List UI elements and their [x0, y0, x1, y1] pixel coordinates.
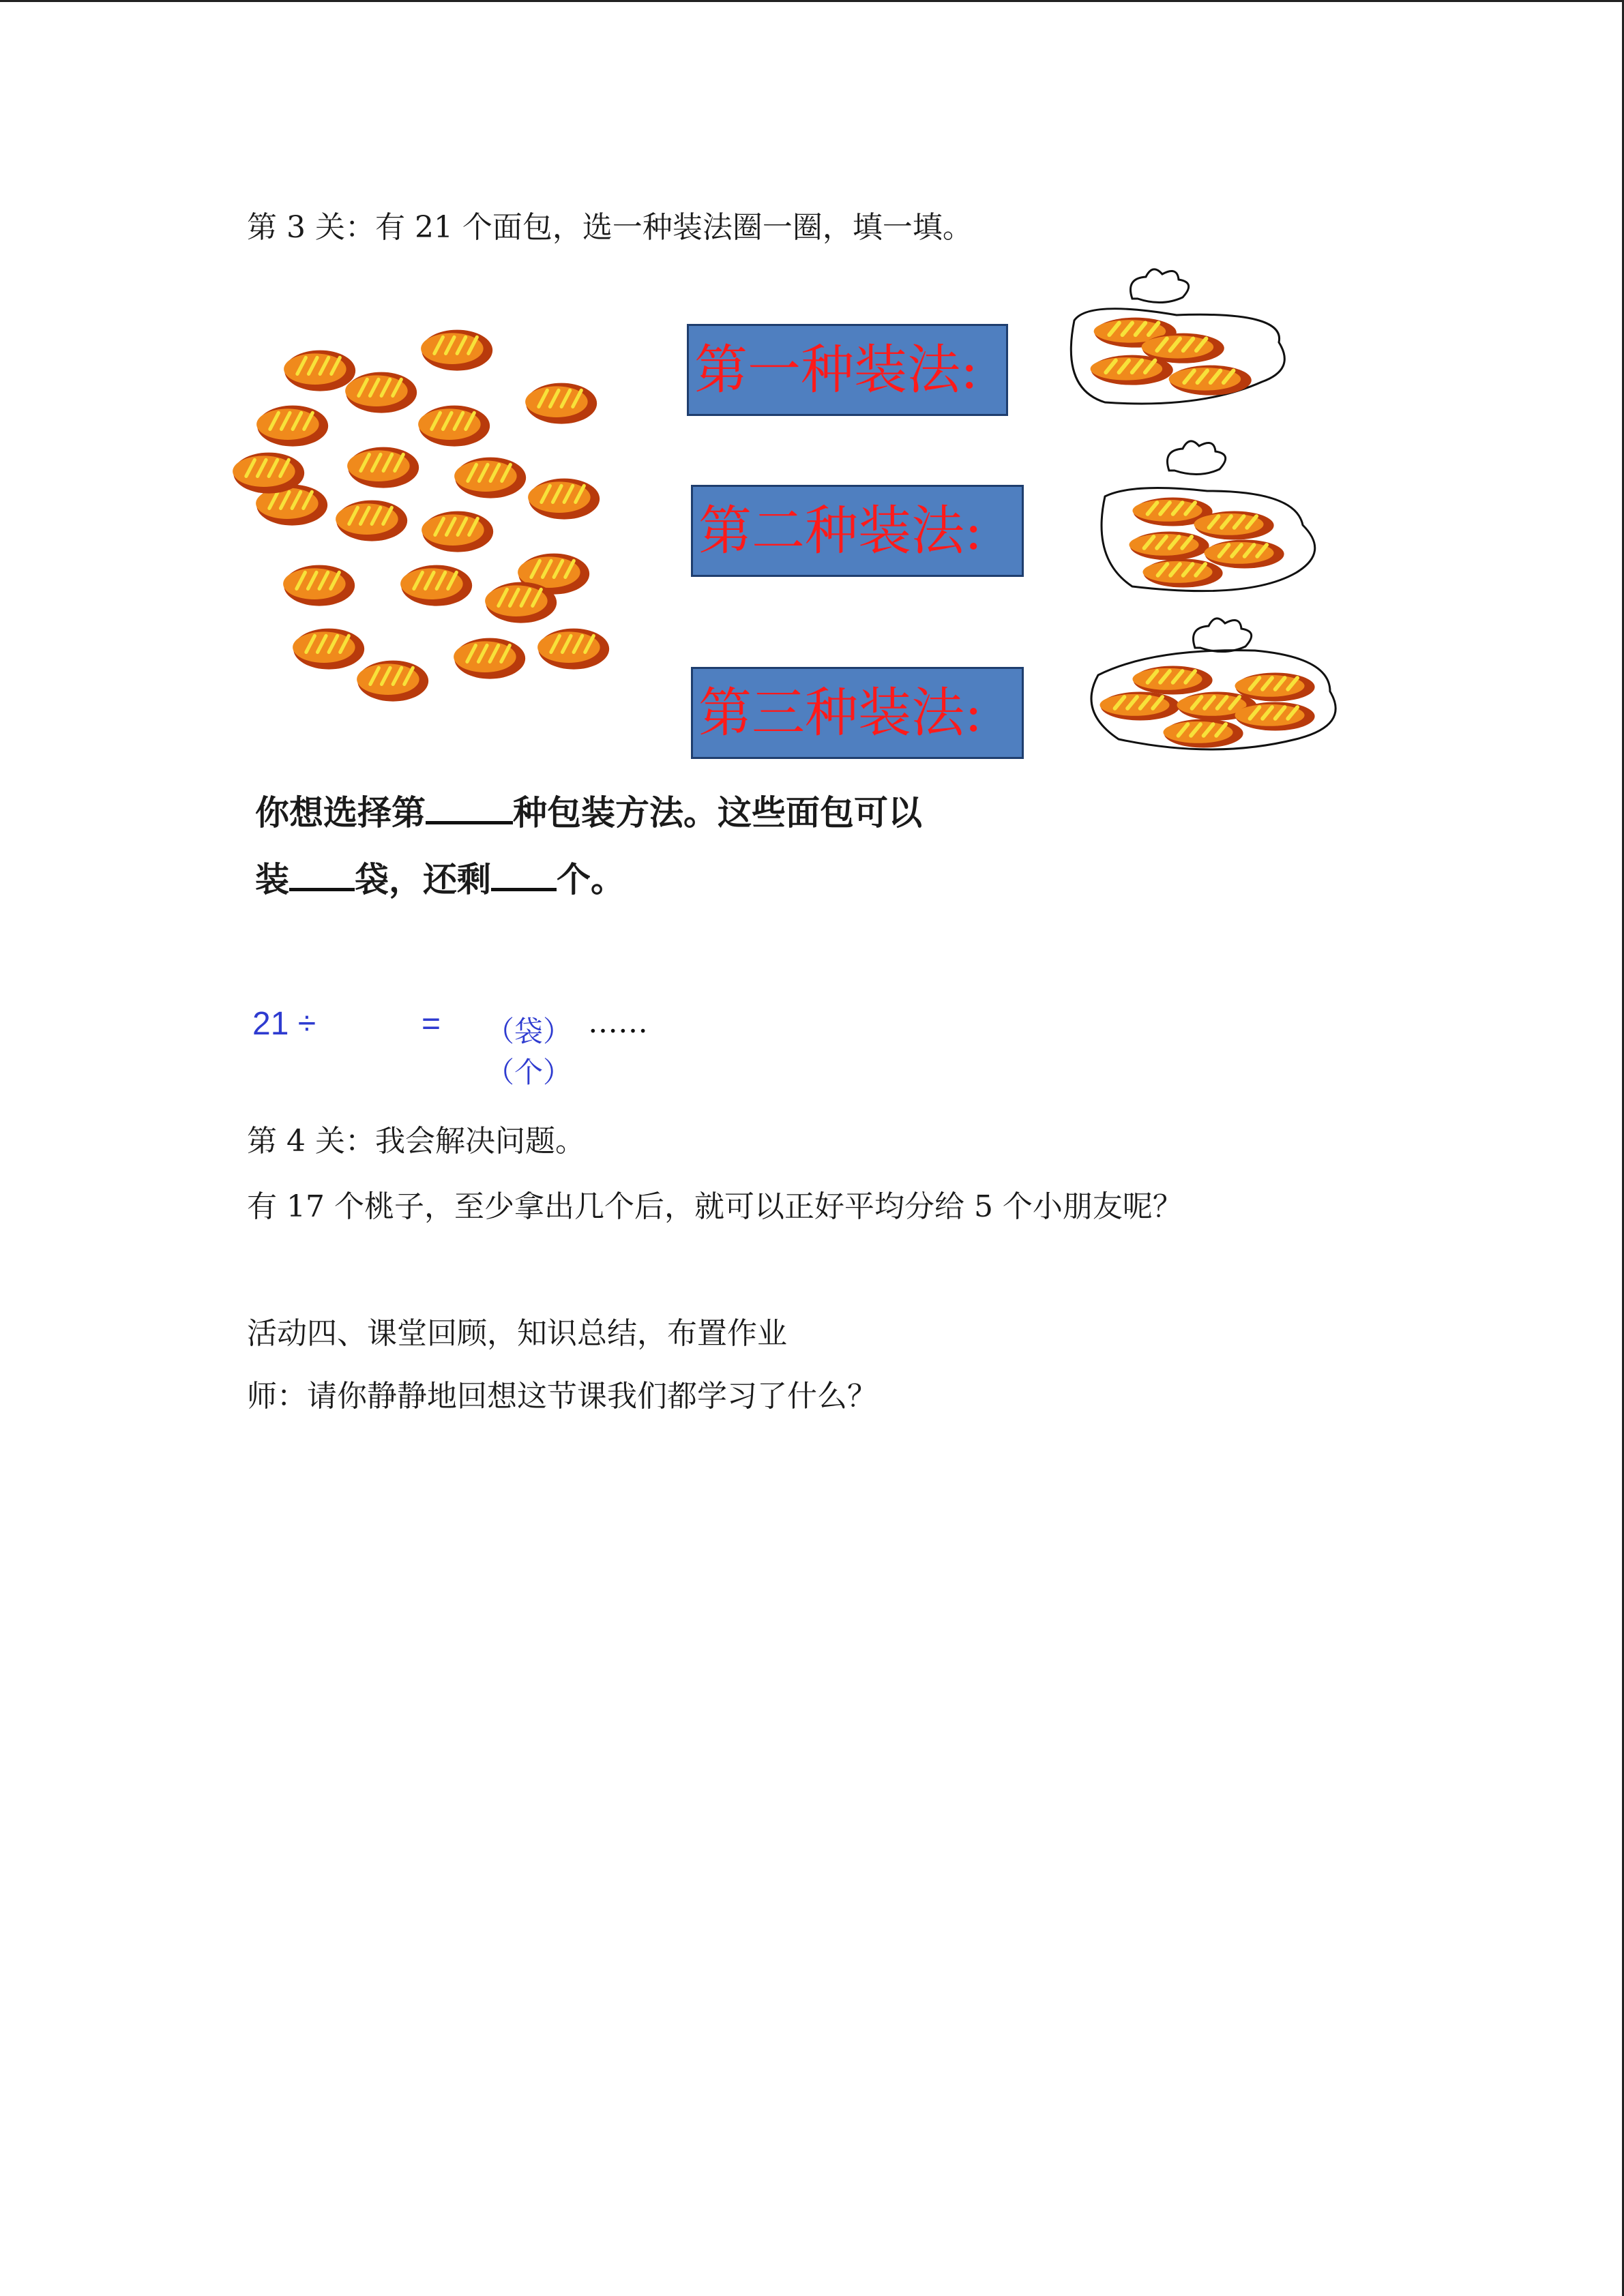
bag-bread-loaf [1163, 719, 1243, 748]
bread-loaf [347, 447, 419, 488]
teacher-prompt: 师：请你静静地回想这节课我们都学习了什么？ [247, 1379, 877, 1414]
bread-loaf [528, 479, 600, 520]
question-line-1 [255, 791, 922, 833]
equation-equals: = [422, 1006, 441, 1042]
bag-bread-loaf [1099, 692, 1179, 721]
level4-problem: 有 17 个桃子，至少拿出几个后，就可以正好平均分给 5 个小朋友呢？ [247, 1189, 1183, 1224]
bread-loaf [233, 453, 304, 494]
question-text-a: 你想选择第 [255, 793, 426, 833]
bread-loaf [336, 501, 407, 541]
bread-loaf [422, 511, 493, 552]
bread-loaf [485, 582, 557, 623]
method-two-label: 第二种装法: [691, 485, 1024, 577]
remainder-blank[interactable] [491, 858, 557, 891]
bag-bread-loaf [1142, 559, 1222, 588]
bag-bread-loaf [1132, 666, 1212, 695]
bread-loaf [454, 458, 526, 498]
level3-title: 第 3 关：有 21 个面包，选一种装法圈一圈，填一填。 [247, 210, 973, 245]
bag-bread-loaf [1204, 540, 1284, 569]
bread-loaf [293, 629, 364, 670]
question-text-d: 袋，还剩 [355, 860, 491, 899]
bread-loaf [345, 372, 417, 413]
bags-count-blank[interactable] [289, 858, 355, 891]
bag-bread-loaf [1169, 366, 1252, 396]
question-text-e: 个。 [557, 860, 625, 899]
bag-bread-loaf [1129, 532, 1209, 561]
level4-title: 第 4 关：我会解决问题。 [247, 1124, 585, 1159]
question-text-c: 装 [255, 860, 289, 899]
bread-loaf [421, 330, 492, 371]
bread-loaf [537, 629, 609, 670]
question-line-2 [255, 858, 625, 900]
bread-loaf [357, 661, 428, 702]
unit-bags: （袋） [486, 1015, 572, 1048]
equation-dividend: 21 ÷ [252, 1006, 316, 1042]
bread-loaf [418, 406, 490, 447]
method-one-label: 第一种装法: [687, 324, 1008, 416]
bread-loaf [284, 351, 355, 391]
method-choice-blank[interactable] [426, 791, 513, 824]
bread-loaf [454, 638, 525, 679]
method-three-label: 第三种装法: [691, 667, 1024, 759]
bread-loaf [256, 406, 328, 447]
activity4-title: 活动四、课堂回顾，知识总结，布置作业 [247, 1316, 787, 1351]
question-text-b: 种包装方法。这些面包可以 [513, 793, 922, 833]
bread-loaf [525, 383, 597, 424]
ellipsis: …… [588, 1005, 648, 1040]
unit-items: （个） [486, 1056, 572, 1089]
bread-loaf [400, 565, 472, 606]
bread-loaf [283, 565, 355, 606]
bag-bread-loaf [1091, 355, 1173, 385]
